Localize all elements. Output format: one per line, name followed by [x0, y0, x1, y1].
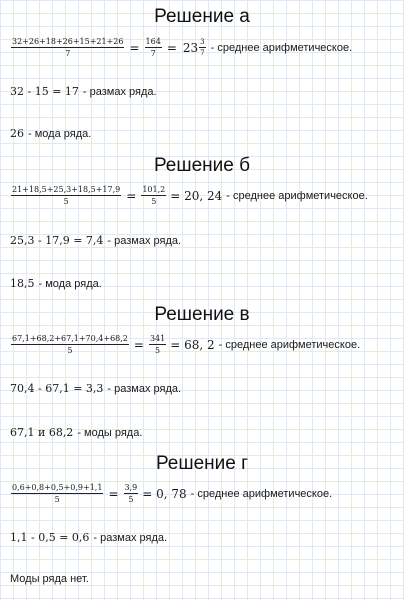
section-d-mean-fraction: [11, 483, 103, 504]
section-a-mean-label: - среднее арифметическое.: [210, 41, 353, 54]
section-d-mean-label: - среднее арифметическое.: [190, 487, 333, 500]
section-a-result-den: 7: [150, 49, 156, 58]
section-d-mean-value: = 0, 78: [142, 486, 187, 501]
section-a-range-label: - размах ряда.: [82, 85, 157, 98]
section-c-title: Решение в: [154, 304, 250, 325]
section-d-equals: =: [108, 486, 119, 501]
section-b-mode-line: [10, 277, 102, 290]
section-a-mode-line: [10, 127, 91, 140]
section-d-mode-line: [10, 573, 89, 585]
section-c-range-label: - размах ряда.: [107, 382, 182, 395]
section-b-sum: 21+18,5+25,3+18,5+17,9: [12, 185, 121, 194]
section-c-equals: =: [133, 337, 144, 352]
section-b-mean-fraction: [11, 185, 121, 206]
section-c-mean-value: = 68, 2: [170, 337, 215, 352]
section-c-mode-label: - моды ряда.: [77, 426, 143, 439]
section-b-title: Решение б: [153, 155, 251, 176]
section-a-range-line: [10, 85, 157, 98]
section-d-sum: 0,6+0,8+0,5+0,9+1,1: [12, 483, 103, 492]
section-c-mean-line: [10, 334, 360, 355]
section-a-mixed-num: 3: [200, 38, 205, 46]
section-b-result-den: 5: [151, 197, 157, 206]
section-a-title: Решение а: [154, 6, 250, 27]
section-c-count: 5: [67, 346, 73, 355]
section-d-range-label: - размах ряда.: [93, 531, 168, 544]
section-c-mode-expr: 67,1 и 68,2: [10, 426, 74, 439]
section-a-mode-expr: 26: [10, 127, 24, 140]
section-a-equals: =: [129, 40, 140, 55]
section-a-mixed-whole: 23: [182, 40, 199, 55]
section-c-mode-line: [10, 426, 142, 439]
section-c-sum: 67,1+68,2+67,1+70,4+68,2: [12, 334, 128, 343]
section-d-count: 5: [54, 495, 60, 504]
section-d-result-fraction: [124, 483, 139, 504]
section-b-mode-label: - мода ряда.: [38, 277, 102, 290]
section-a-mixed-fraction: [199, 38, 205, 57]
section-b-result-num: 101,2: [142, 185, 166, 194]
section-b-range-expr: 25,3 - 17,9 = 7,4: [10, 234, 104, 247]
section-a-result-fraction: [145, 37, 162, 58]
section-d-result-den: 5: [128, 495, 134, 504]
section-b-range-label: - размах ряда.: [107, 234, 182, 247]
section-a-mixed-den: 7: [200, 49, 205, 57]
section-c-mean-label: - среднее арифметическое.: [218, 338, 361, 351]
section-b-mode-expr: 18,5: [10, 277, 35, 290]
section-d-range-line: [10, 531, 167, 544]
section-c-result-den: 5: [155, 346, 161, 355]
section-c-range-line: [10, 382, 181, 395]
section-b-result-fraction: [141, 185, 166, 206]
section-d-title: Решение г: [155, 453, 249, 474]
section-a-mean-line: $\frac{32+26+18+26+15+21+26}{7}$ = $\frac{164}{7}$ = 23 $\frac{3}{7}$ - среднее арифметическое.: [12, 37, 353, 58]
section-d-mean-line: [10, 483, 332, 504]
section-b-mean-label: - среднее арифметическое.: [226, 189, 368, 202]
section-b-mean-value: = 20, 24: [170, 188, 223, 203]
section-c-result-fraction: [149, 334, 166, 355]
section-d-mode-expr: Моды ряда нет.: [10, 573, 89, 585]
section-a-count: 7: [65, 49, 71, 58]
section-b-mean-line: [10, 185, 368, 206]
section-c-result-num: 341: [149, 334, 166, 343]
section-b-range-line: [10, 234, 181, 247]
section-b-equals: =: [126, 188, 137, 203]
section-a-result-num: 164: [145, 37, 161, 46]
section-d-result-num: 3,9: [124, 483, 138, 492]
section-c-range-expr: 70,4 - 67,1 = 3,3: [10, 382, 104, 395]
section-d-range-expr: 1,1 - 0,5 = 0,6: [10, 531, 90, 544]
section-a-mean-fraction: [11, 37, 124, 58]
section-a-mode-label: - мода ряда.: [28, 127, 92, 140]
section-c-mean-fraction: [11, 334, 129, 355]
section-a-range-expr: 32 - 15 = 17: [10, 85, 79, 98]
section-b-count: 5: [63, 197, 69, 206]
section-a-sum: 32+26+18+26+15+21+26: [12, 37, 124, 46]
